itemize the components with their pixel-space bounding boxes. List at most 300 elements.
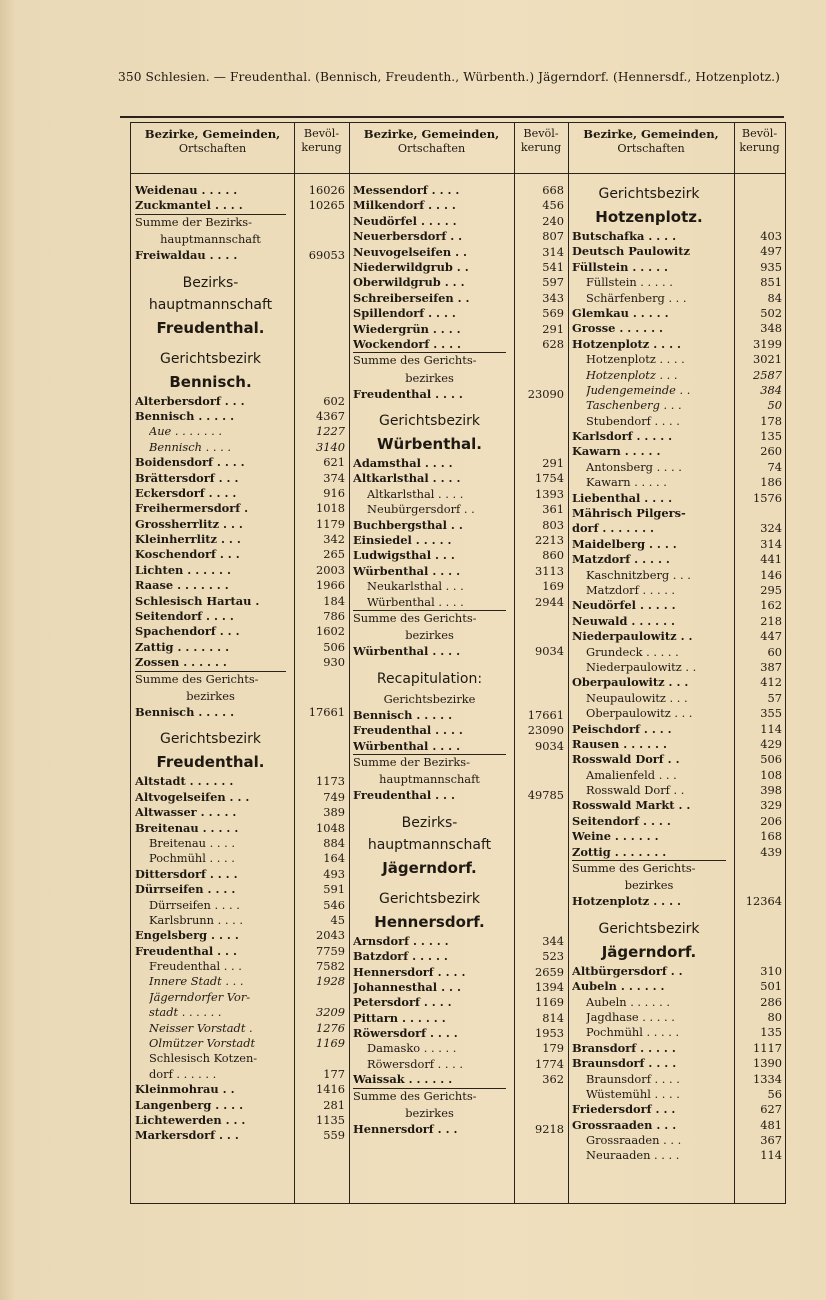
table-row — [568, 368, 785, 383]
table-row — [131, 517, 349, 532]
table-row — [568, 706, 785, 721]
population-value: 179 — [542, 1041, 564, 1056]
table-row — [568, 1118, 785, 1133]
population-value: 398 — [760, 783, 782, 798]
population-value: 355 — [760, 706, 782, 721]
population-value: 310 — [760, 963, 782, 978]
place-name: Neubürgersdorf . . — [367, 502, 475, 517]
table-row — [568, 829, 785, 844]
place-name: Damasko . . . . . — [367, 1041, 457, 1056]
table-row — [349, 353, 568, 368]
table-row — [349, 214, 568, 229]
table-row — [131, 1021, 349, 1036]
table-row — [568, 552, 785, 567]
place-name: Dürrseifen . . . . — [149, 897, 240, 912]
table-row — [568, 964, 785, 979]
table-row — [131, 990, 349, 1005]
table-row — [131, 198, 349, 213]
table-row — [131, 424, 349, 439]
population-value: 2587 — [753, 367, 782, 382]
population-value: 348 — [760, 321, 782, 336]
place-name: Neudörfel . . . . . — [353, 213, 457, 228]
population-value: 291 — [542, 321, 564, 336]
place-name: Seitendorf . . . . — [135, 609, 234, 624]
district-title: Bennisch. — [169, 372, 252, 391]
population-value: 2043 — [316, 928, 345, 943]
table-row — [349, 306, 568, 321]
district-heading: Gerichtsbezirk — [378, 413, 481, 430]
place-name: Langenberg . . . . — [135, 1097, 244, 1112]
population-value: 1393 — [535, 486, 564, 501]
table-row — [131, 655, 349, 670]
place-name: Weidenau . . . . . — [135, 183, 238, 197]
table-row — [349, 275, 568, 290]
top-rule — [120, 116, 784, 118]
table-row — [349, 739, 568, 754]
place-name: Grossraaden . . . — [586, 1133, 682, 1148]
place-name: Hotzenplotz . . . — [586, 367, 678, 382]
population-value: 265 — [323, 547, 345, 562]
population-value: 74 — [767, 459, 782, 474]
place-name: Freudenthal . . . — [353, 788, 455, 803]
sum-label: bezirkes — [186, 688, 235, 703]
population-value: 860 — [542, 548, 564, 563]
spacer — [131, 720, 349, 728]
place-name: Milkendorf . . . . — [353, 198, 456, 213]
place-name: Buchbergsthal . . — [353, 517, 463, 532]
table-row — [349, 387, 568, 402]
district-title: Würbenthal. — [376, 435, 483, 454]
column-header-name: Bezirke, Gemeinden, Ortschaften — [583, 127, 719, 155]
population-value: 3140 — [316, 439, 345, 454]
population-value: 218 — [760, 613, 782, 628]
table-row — [568, 1072, 785, 1087]
table-row — [568, 398, 785, 413]
district-heading: Gerichtsbezirk — [378, 890, 481, 907]
table-row — [349, 995, 568, 1010]
place-name: Breitenau . . . . . — [135, 820, 239, 835]
population-value: 1928 — [316, 974, 345, 989]
place-name: Freihermersdorf . — [135, 501, 249, 516]
place-name: Eckersdorf . . . . — [135, 485, 237, 500]
place-name: Summe des Gerichts- — [353, 1088, 477, 1103]
place-name: Rosswald Dorf . . — [572, 752, 680, 767]
population-value: 1048 — [316, 820, 345, 835]
place-name: dorf . . . . . . . — [572, 521, 654, 536]
place-name: Aubeln . . . . . . — [586, 994, 671, 1009]
place-name: Messendorf . . . . — [353, 183, 460, 197]
place-name: Freudenthal . . . — [149, 959, 242, 974]
table-row — [131, 1005, 349, 1020]
table-row — [568, 506, 785, 521]
table-row — [131, 1036, 349, 1051]
place-name: Altbürgersdorf . . — [572, 963, 683, 978]
place-name: Matzdorf . . . . . — [572, 552, 670, 567]
table-row — [568, 1087, 785, 1102]
spacer — [349, 660, 568, 668]
place-name: Dürrseifen . . . . — [135, 882, 236, 897]
population-value: 324 — [760, 521, 782, 536]
table-row — [131, 578, 349, 593]
place-name: Aubeln . . . . . . — [572, 979, 665, 994]
place-name: Füllstein . . . . . — [586, 275, 673, 290]
place-name: Weine . . . . . . — [572, 829, 659, 844]
table-row — [568, 321, 785, 336]
population-value: 439 — [760, 844, 782, 859]
place-name: Freiwaldau . . . . — [135, 248, 238, 263]
population-value: 546 — [323, 897, 345, 912]
table-row — [131, 1128, 349, 1143]
table-row — [568, 894, 785, 909]
population-value: 1334 — [753, 1071, 782, 1086]
table-row — [131, 1082, 349, 1097]
table-row — [349, 708, 568, 723]
table-row — [131, 1051, 349, 1066]
spacer — [131, 340, 349, 348]
population-value: 7582 — [316, 959, 345, 974]
table-row — [349, 456, 568, 471]
population-value: 1390 — [753, 1056, 782, 1071]
place-name: Summe des Gerichts- — [572, 861, 696, 876]
place-name: Wiedergrün . . . . — [353, 321, 461, 336]
place-name: Pochmühl . . . . . — [586, 1025, 680, 1040]
population-value: 23090 — [527, 386, 564, 401]
table-row — [131, 1098, 349, 1113]
place-name: Niederwildgrub . . — [353, 259, 469, 274]
place-name: Olmützer Vorstadt — [149, 1036, 256, 1051]
population-value: 1394 — [535, 979, 564, 994]
place-name: Kleinmohrau . . — [135, 1082, 235, 1097]
population-value: 344 — [542, 933, 564, 948]
place-name: Dittersdorf . . . . — [135, 866, 238, 881]
table-row — [131, 440, 349, 455]
population-value: 169 — [542, 579, 564, 594]
table-row — [131, 455, 349, 470]
population-value: 16026 — [308, 183, 345, 197]
place-name: Braunsdorf . . . . — [572, 1056, 677, 1071]
population-value: 628 — [542, 336, 564, 351]
table-row — [568, 244, 785, 259]
population-table — [130, 122, 786, 1204]
table-row — [349, 564, 568, 579]
population-value: 1117 — [753, 1040, 782, 1055]
place-name: Innere Stadt . . . — [149, 974, 244, 989]
population-value: 342 — [323, 532, 345, 547]
population-value: 343 — [542, 290, 564, 305]
table-row — [568, 614, 785, 629]
column-header-value: Bevöl- kerung — [301, 127, 342, 154]
population-value: 930 — [323, 655, 345, 670]
table-row — [131, 486, 349, 501]
district-heading: Gerichtsbezirk — [159, 731, 262, 748]
place-name: Rausen . . . . . . — [572, 736, 667, 751]
table-row — [568, 260, 785, 275]
population-value: 80 — [767, 1009, 782, 1024]
table-row — [131, 867, 349, 882]
table-row — [349, 611, 568, 626]
table-row — [131, 774, 349, 789]
table-row — [568, 475, 785, 490]
table-row — [131, 851, 349, 866]
place-name: Kleinherrlitz . . . — [135, 532, 241, 547]
table-row — [349, 1122, 568, 1137]
table-row — [131, 409, 349, 424]
place-name: Karlsdorf . . . . . — [572, 429, 673, 444]
table-row — [349, 579, 568, 594]
table-row — [568, 675, 785, 690]
population-value: 3113 — [535, 563, 564, 578]
population-value: 884 — [323, 835, 345, 850]
place-name: Aue . . . . . . . — [149, 424, 222, 439]
table-row — [568, 521, 785, 536]
sum-label: Gerichtsbezirke — [383, 691, 476, 706]
place-name: Batzdorf . . . . . — [353, 949, 448, 964]
population-value: 916 — [323, 485, 345, 500]
place-name: Würbenthal . . . . — [353, 563, 461, 578]
district-title: Hennersdorf. — [374, 912, 485, 931]
table-row — [349, 198, 568, 213]
column-header-name: Bezirke, Gemeinden, Ortschaften — [363, 127, 500, 155]
population-value: 456 — [542, 198, 564, 213]
place-name: Adamsthal . . . . — [353, 456, 453, 471]
population-value: 374 — [323, 470, 345, 485]
population-value: 114 — [760, 721, 782, 736]
population-value: 17661 — [308, 704, 345, 719]
place-name: Würbenthal . . . . — [353, 738, 461, 753]
district-heading: Gerichtsbezirk — [159, 350, 262, 367]
place-name: Füllstein . . . . . — [572, 259, 669, 274]
population-value: 502 — [760, 305, 782, 320]
place-name: Neuwald . . . . . . — [572, 613, 676, 628]
population-value: 84 — [767, 290, 782, 305]
population-value: 9034 — [535, 738, 564, 753]
population-value: 23090 — [527, 723, 564, 738]
sum-label: bezirkes — [624, 878, 674, 893]
place-name: Spachendorf . . . — [135, 624, 240, 639]
population-value: 367 — [760, 1133, 782, 1148]
table-row — [131, 944, 349, 959]
table-row — [131, 183, 349, 198]
table-row — [568, 444, 785, 459]
place-name: Waissak . . . . . . — [353, 1072, 453, 1087]
place-name: Hotzenplotz . . . . — [572, 894, 681, 909]
table-row — [349, 1026, 568, 1041]
population-value: 493 — [323, 866, 345, 881]
place-name: Zottig . . . . . . . — [572, 844, 667, 859]
population-value: 1416 — [316, 1082, 345, 1097]
spacer — [349, 804, 568, 812]
table-row — [131, 471, 349, 486]
population-value: 291 — [542, 456, 564, 471]
table-row — [349, 723, 568, 738]
place-name: Schlesisch Hartau . — [135, 593, 260, 608]
population-value: 814 — [542, 1010, 564, 1025]
table-row — [349, 183, 568, 198]
table-row — [131, 821, 349, 836]
population-value: 1953 — [535, 1026, 564, 1041]
place-name: Freudenthal . . . . — [353, 723, 463, 738]
table-row — [568, 429, 785, 444]
table-row — [568, 568, 785, 583]
place-name: Zattig . . . . . . . — [135, 639, 230, 654]
place-name: stadt . . . . . . — [149, 1005, 222, 1020]
population-value: 9034 — [535, 644, 564, 659]
table-row — [568, 583, 785, 598]
population-value: 168 — [760, 829, 782, 844]
place-name: Würbenthal . . . . — [353, 644, 461, 659]
table-row — [131, 532, 349, 547]
table-row — [568, 229, 785, 244]
place-name: Hennersdorf . . . . — [353, 964, 466, 979]
population-value: 146 — [760, 567, 782, 582]
table-row — [349, 934, 568, 949]
population-value: 1966 — [316, 578, 345, 593]
place-name: Wüstemühl . . . . — [586, 1086, 680, 1101]
population-value: 45 — [330, 912, 345, 927]
spacer — [349, 402, 568, 410]
place-name: Ludwigsthal . . . — [353, 548, 455, 563]
place-name: Jagdhase . . . . . — [586, 1009, 675, 1024]
table-row — [568, 306, 785, 321]
population-value: 749 — [323, 789, 345, 804]
table-row — [349, 337, 568, 352]
column-3 — [568, 183, 785, 1263]
running-head: 350 Schlesien. — Freudenthal. (Bennisch, Freudenth., Würbenth.) Jägerndorf. (Hennersdf., Hotzenplotz.) — [118, 70, 781, 84]
place-name: Hotzenplotz . . . . — [572, 336, 681, 351]
table-row — [349, 644, 568, 659]
district-heading: hauptmannschaft — [148, 296, 273, 313]
table-row — [131, 959, 349, 974]
sum-label: hauptmannschaft — [379, 772, 480, 787]
table-row — [131, 805, 349, 820]
place-name: Engelsberg . . . . — [135, 928, 239, 943]
table-row — [568, 861, 785, 876]
place-name: Neuvogelseifen . . — [353, 244, 467, 259]
population-value: 497 — [760, 244, 782, 259]
table-row — [349, 755, 568, 770]
population-value: 429 — [760, 736, 782, 751]
population-value: 1774 — [535, 1056, 564, 1071]
table-row — [349, 1011, 568, 1026]
place-name: Neuraaden . . . . — [586, 1148, 680, 1163]
sum-label: bezirkes — [405, 370, 454, 385]
district-title: Jägerndorf. — [601, 942, 697, 961]
population-value: 1169 — [316, 1036, 345, 1051]
place-name: Zuckmantel . . . . — [135, 198, 243, 213]
population-value: 281 — [323, 1097, 345, 1112]
population-value: 3199 — [753, 336, 782, 351]
table-row — [349, 980, 568, 995]
table-row — [131, 913, 349, 928]
place-name: Neukarlsthal . . . — [367, 579, 464, 594]
population-value: 441 — [760, 552, 782, 567]
population-value: 184 — [323, 593, 345, 608]
population-value: 295 — [760, 582, 782, 597]
population-value: 12364 — [745, 894, 782, 909]
column-header-value: Bevöl- kerung — [520, 127, 562, 154]
place-name: Bennisch . . . . . — [135, 704, 235, 719]
table-row — [568, 768, 785, 783]
table-row — [131, 394, 349, 409]
table-row — [349, 322, 568, 337]
sum-label: bezirkes — [405, 1106, 454, 1121]
population-value: 591 — [323, 882, 345, 897]
district-heading: Bezirks- — [182, 274, 239, 291]
column-header-name: Bezirke, Gemeinden, Ortschaften — [144, 127, 281, 155]
table-row — [131, 594, 349, 609]
place-name: Bennisch . . . . — [149, 439, 231, 454]
table-row — [131, 705, 349, 720]
place-name: Kawarn . . . . . — [572, 444, 661, 459]
population-value: 314 — [542, 244, 564, 259]
place-name: Altkarlsthal . . . . — [367, 486, 464, 501]
population-value: 50 — [767, 398, 782, 413]
table-row — [131, 928, 349, 943]
place-name: Brättersdorf . . . — [135, 470, 239, 485]
table-row — [131, 215, 349, 230]
population-value: 541 — [542, 259, 564, 274]
place-name: Niederpaulowitz . . — [572, 629, 693, 644]
population-value: 803 — [542, 517, 564, 532]
place-name: Taschenberg . . . — [586, 398, 682, 413]
population-value: 135 — [760, 429, 782, 444]
place-name: Lichtewerden . . . — [135, 1112, 246, 1127]
place-name: Röwersdorf . . . . — [353, 1026, 458, 1041]
table-row — [568, 291, 785, 306]
table-row — [568, 691, 785, 706]
population-value: 1276 — [316, 1020, 345, 1035]
table-row — [349, 518, 568, 533]
column-1 — [131, 183, 349, 1263]
table-row — [568, 1056, 785, 1071]
table-row — [131, 898, 349, 913]
table-row — [568, 1133, 785, 1148]
population-value: 1018 — [316, 501, 345, 516]
table-row — [349, 1089, 568, 1104]
table-row — [349, 788, 568, 803]
place-name: Wockendorf . . . . — [353, 336, 462, 351]
place-name: Neuerbersdorf . . — [353, 229, 463, 244]
table-row — [349, 1072, 568, 1087]
population-value: 178 — [760, 413, 782, 428]
place-name: Grosse . . . . . . — [572, 321, 663, 336]
place-name: Seitendorf . . . . — [572, 813, 671, 828]
district-heading: Gerichtsbezirk — [598, 186, 700, 202]
population-value: 506 — [323, 639, 345, 654]
table-row — [568, 1041, 785, 1056]
table-row — [568, 598, 785, 613]
sum-label: hauptmannschaft — [160, 232, 261, 247]
table-row — [131, 624, 349, 639]
table-row — [349, 949, 568, 964]
place-name: Summe der Bezirks- — [353, 754, 470, 769]
table-row — [349, 533, 568, 548]
place-name: Freudenthal . . . — [135, 943, 237, 958]
population-value: 49785 — [527, 788, 564, 803]
population-value: 286 — [760, 994, 782, 1009]
place-name: Deutsch Paulowitz — [572, 244, 690, 259]
place-name: Petersdorf . . . . — [353, 995, 452, 1010]
place-name: Neisser Vorstadt . — [149, 1020, 253, 1035]
table-row — [568, 1010, 785, 1025]
population-value: 403 — [760, 229, 782, 243]
place-name: Markersdorf . . . — [135, 1128, 239, 1143]
district-heading: hauptmannschaft — [367, 836, 492, 853]
place-name: Grossherrlitz . . . — [135, 516, 243, 531]
population-value: 206 — [760, 813, 782, 828]
population-value: 162 — [760, 598, 782, 613]
table-row — [568, 995, 785, 1010]
